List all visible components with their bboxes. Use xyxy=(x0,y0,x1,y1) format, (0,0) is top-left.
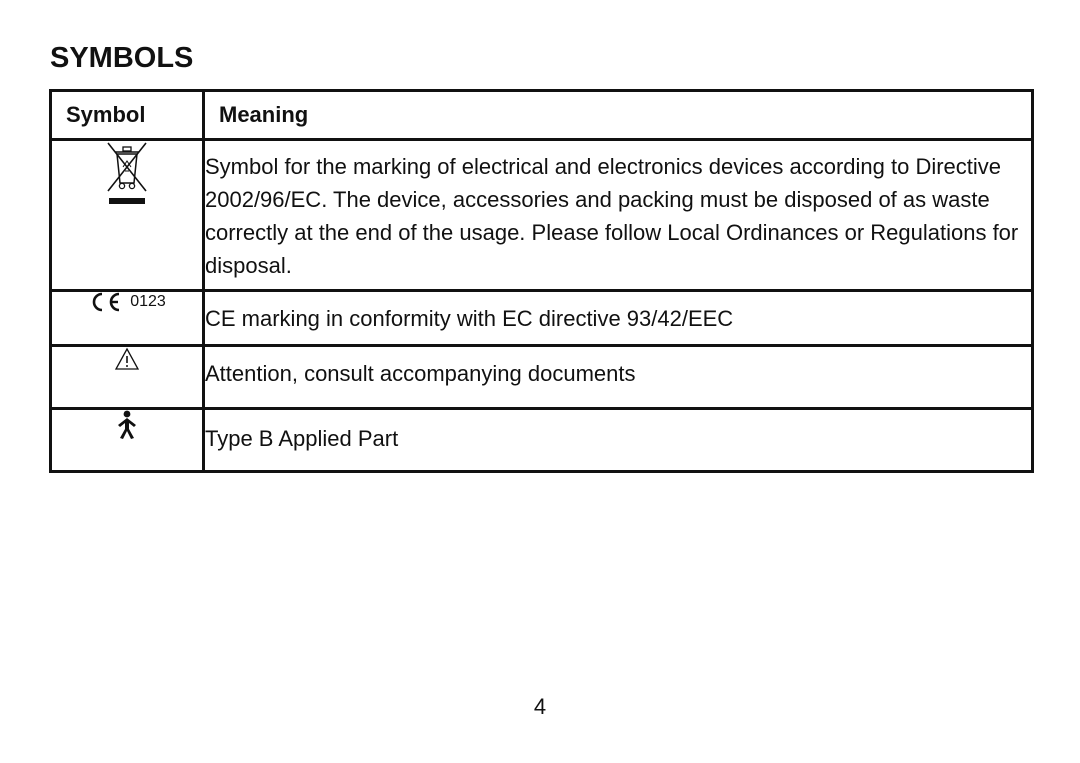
page-number: 4 xyxy=(533,694,547,719)
symbol-cell xyxy=(51,409,204,472)
table-header-row xyxy=(51,91,1033,140)
table-row xyxy=(51,140,1033,291)
ce-notified-body-number: 0123 xyxy=(130,293,166,310)
warning-triangle-icon xyxy=(114,347,140,371)
meaning-cell: Type B Applied Part xyxy=(204,409,1033,472)
ce-mark xyxy=(88,292,166,312)
symbol-cell xyxy=(51,346,204,409)
meaning-cell: Attention, consult accompanying documents xyxy=(204,346,1033,409)
ce-mark-icon xyxy=(88,292,122,312)
weee-crossed-bin-icon xyxy=(105,141,149,207)
meaning-cell: Symbol for the marking of electrical and electronics devices according to Directive 2002/96/EC. The device, accessories and packing must be disposed of as waste correctly at the end of the usage. Please follow Local Ordinances or Regulations for disposal. xyxy=(204,140,1033,291)
column-header-meaning: Meaning xyxy=(204,91,1033,140)
table-row xyxy=(51,291,1033,346)
meaning-cell: CE marking in conformity with EC directive 93/42/EEC xyxy=(204,291,1033,346)
page-title: SYMBOLS xyxy=(50,42,194,74)
table-row xyxy=(51,346,1033,409)
symbol-cell xyxy=(51,140,204,291)
table-row xyxy=(51,409,1033,472)
symbols-table xyxy=(49,89,1034,473)
symbol-cell xyxy=(51,291,204,346)
column-header-symbol: Symbol xyxy=(51,91,204,140)
type-b-applied-part-icon xyxy=(115,410,139,440)
